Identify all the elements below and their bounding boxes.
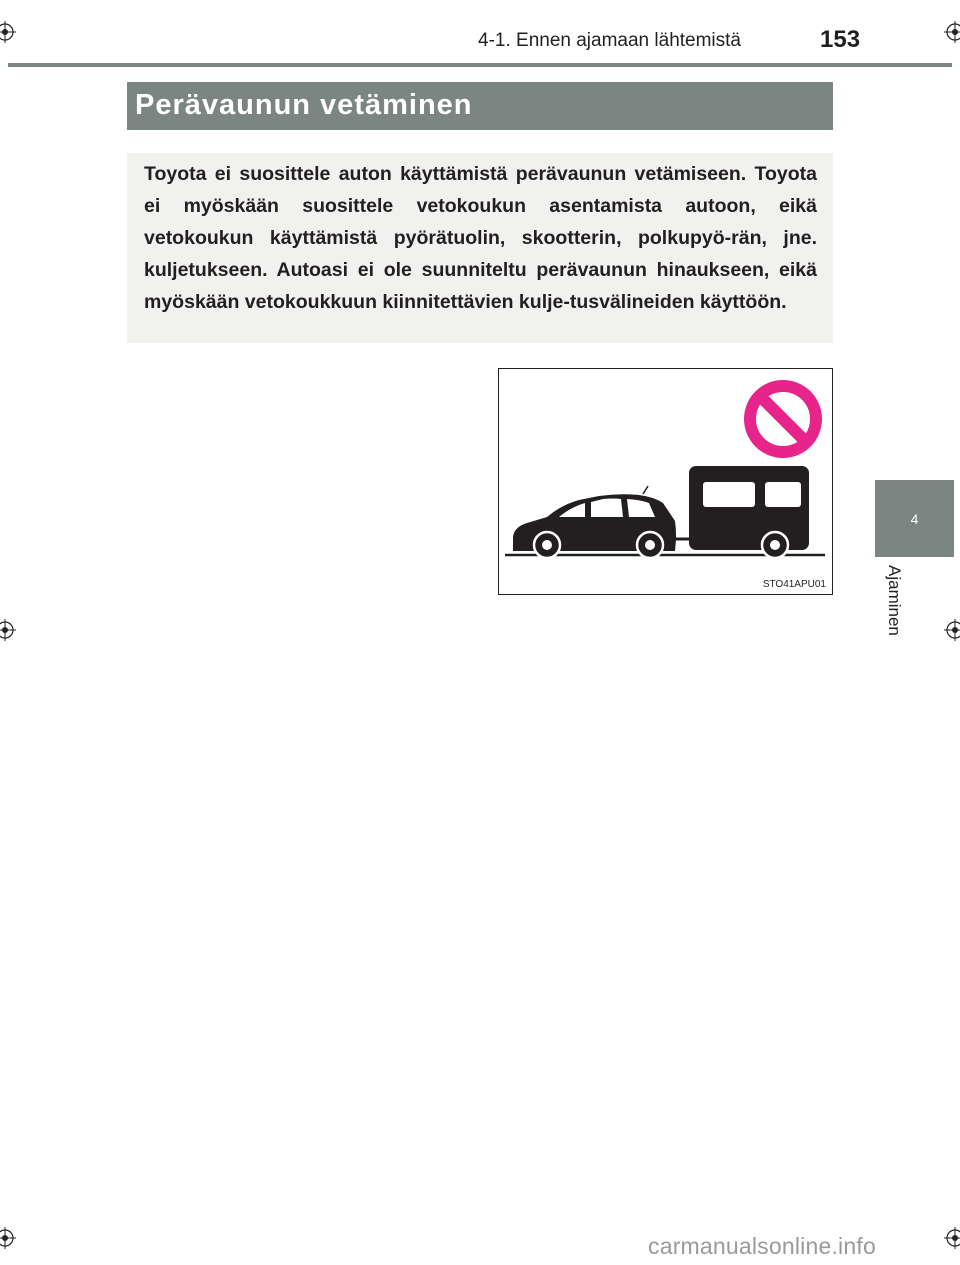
- section-title: Perävaunun vetäminen: [135, 89, 473, 121]
- registration-mark-mid-right: [944, 619, 960, 641]
- section-title-bar: [127, 82, 833, 130]
- chapter-label: Ajaminen: [885, 565, 904, 636]
- watermark: carmanualsonline.info: [648, 1233, 876, 1259]
- towing-prohibited-figure: [498, 368, 833, 595]
- intro-box: [127, 153, 833, 343]
- page-number: 153: [820, 26, 861, 53]
- caravan-icon: [689, 466, 809, 558]
- figure-code: STO41APU01: [762, 579, 826, 590]
- registration-mark-bottom-left: [0, 1227, 16, 1249]
- registration-mark-top-right: [944, 21, 960, 43]
- prohibition-icon: [750, 386, 816, 452]
- registration-mark-mid-left: [0, 619, 16, 641]
- towing-illustration: [499, 369, 831, 593]
- intro-paragraph: Toyota ei suosittele auton käyttämistä perävaunun vetämiseen. Toyota ei myöskään suosittele vetokoukun asentamista autoon, eikä vetokoukun käyttämistä pyörätuolin, skootterin, polkupyö-rän, jne. kuljetukseen. Autoasi ei ole suunniteltu perävaunun hinaukseen, eikä myöskään vetokoukkuun kiinnitettävien kulje-tusvälineiden käyttöön.: [144, 163, 817, 313]
- car-icon: [513, 486, 676, 558]
- registration-mark-bottom-right: [944, 1227, 960, 1249]
- registration-mark-top-left: [0, 21, 16, 43]
- header-divider: [8, 63, 952, 67]
- chapter-tab: [875, 480, 954, 557]
- chapter-number: 4: [910, 510, 919, 527]
- header-section-title: 4-1. Ennen ajamaan lähtemistä: [478, 30, 741, 51]
